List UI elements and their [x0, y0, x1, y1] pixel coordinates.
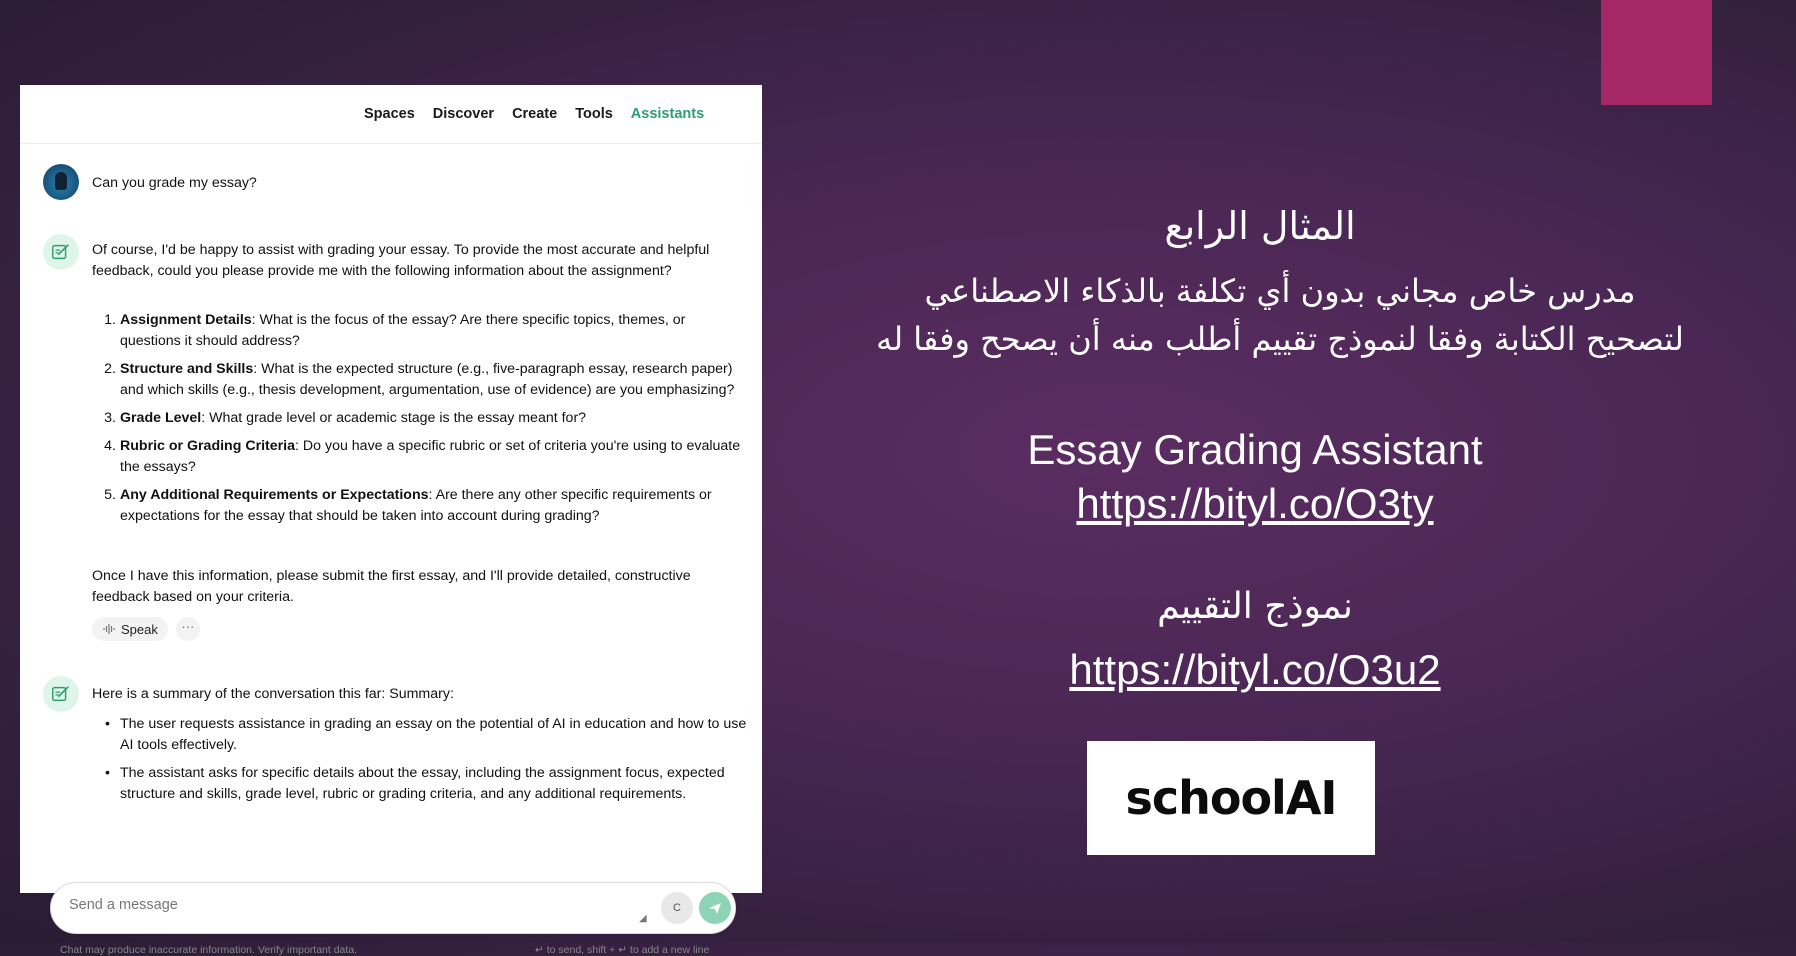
logo-text: schoolAI — [1125, 771, 1337, 825]
chat-window — [20, 85, 762, 956]
list-item: • The assistant asks for specific details about the essay, including the assignment focus, expected structure and skills, grade level, rubric or grading criteria, and any additional requirements. — [120, 763, 750, 805]
speak-button[interactable] — [92, 617, 168, 641]
decorative-pink-block — [1601, 0, 1712, 105]
list-number: 2. — [104, 361, 116, 377]
list-item-title: Any Additional Requirements or Expectations — [120, 487, 429, 503]
nav-create[interactable]: Create — [512, 106, 558, 122]
list-item-text: : Do you have a specific rubric or set of criteria you're using to evaluate the essays? — [120, 438, 741, 475]
assistant-link[interactable]: https://bityl.co/O3ty — [1076, 480, 1434, 527]
audio-wave-icon — [102, 622, 116, 636]
list-item: • The user requests assistance in grading an essay on the potential of AI in education and how to use AI tools effectively. — [120, 714, 750, 756]
list-item-text: : What grade level or academic stage is the essay meant for? — [201, 410, 587, 426]
send-button[interactable] — [699, 892, 731, 924]
arabic-description-line-2: لتصحيح الكتابة وفقا لنموذج تقييم أطلب منه أن يصحح وفقا له — [876, 320, 1684, 358]
keyboard-hint: ↵ to send, shift + ↵ to add a new line — [535, 944, 710, 956]
assistant-avatar — [43, 234, 79, 270]
speak-label: Speak — [121, 621, 158, 637]
message-actions — [92, 617, 200, 641]
list-item — [104, 359, 750, 401]
quill-icon — [50, 683, 72, 705]
list-item-text: : What is the focus of the essay? Are there specific topics, themes, or questions it should address? — [120, 312, 686, 349]
assistant-intro: Of course, I'd be happy to assist with grading your essay. To provide the most accurate and helpful feedback, could you please provide me with the following information about the assignment? — [92, 242, 710, 279]
list-item — [104, 408, 750, 429]
assistant-outro: Once I have this information, please submit the first essay, and I'll provide detailed, constructive feedback based on your criteria. — [92, 568, 691, 605]
more-options-button[interactable]: ··· — [176, 617, 200, 641]
disclaimer-text: Chat may produce inaccurate information. Verify important data. — [60, 944, 358, 956]
list-item — [104, 485, 750, 527]
rubric-link[interactable]: https://bityl.co/O3u2 — [1069, 646, 1441, 693]
nav-tools[interactable]: Tools — [575, 106, 613, 122]
list-item — [104, 436, 750, 478]
assistant-title: Essay Grading Assistant — [1027, 426, 1483, 473]
list-number: 4. — [104, 438, 116, 454]
nav-assistants[interactable]: Assistants — [630, 106, 705, 122]
list-number: 3. — [104, 410, 116, 426]
nav-discover[interactable]: Discover — [432, 106, 495, 122]
message-input[interactable] — [69, 897, 629, 923]
arabic-rubric-title: نموذج التقييم — [1157, 586, 1353, 627]
list-item-title: Grade Level — [120, 410, 202, 426]
top-nav — [20, 85, 762, 144]
list-number: 5. — [104, 487, 116, 503]
list-number: 1. — [104, 312, 116, 328]
assistant-avatar — [43, 676, 79, 712]
resize-handle-icon[interactable]: ◢ — [639, 913, 647, 924]
list-item-title: Structure and Skills — [120, 361, 254, 377]
user-message-text: Can you grade my essay? — [92, 175, 257, 191]
send-icon — [707, 900, 723, 916]
summary-intro: Here is a summary of the conversation this far: Summary: — [92, 686, 454, 702]
list-item-title: Assignment Details — [120, 312, 252, 328]
nav-spaces[interactable]: Spaces — [364, 106, 415, 122]
user-avatar — [43, 164, 79, 200]
attach-button[interactable]: C — [661, 892, 693, 924]
arabic-title: المثال الرابع — [1164, 204, 1356, 248]
quill-icon — [50, 241, 72, 263]
message-composer — [50, 882, 736, 934]
list-item — [104, 310, 750, 352]
summary-list — [120, 714, 750, 812]
list-item-text: : Are there any other specific requirements or expectations for the essay that should be taken into account during grading? — [120, 487, 712, 524]
schoolai-logo — [1087, 741, 1375, 855]
list-item-text: : What is the expected structure (e.g., five-paragraph essay, research paper) and which skills (e.g., thesis development, argumentation, use of evidence) are you emphasizing? — [120, 361, 735, 398]
list-item-title: Rubric or Grading Criteria — [120, 438, 296, 454]
message-list[interactable] — [20, 144, 762, 956]
requirements-list — [104, 310, 750, 534]
arabic-description-line-1: مدرس خاص مجاني بدون أي تكلفة بالذكاء الاصطناعي — [924, 272, 1636, 310]
